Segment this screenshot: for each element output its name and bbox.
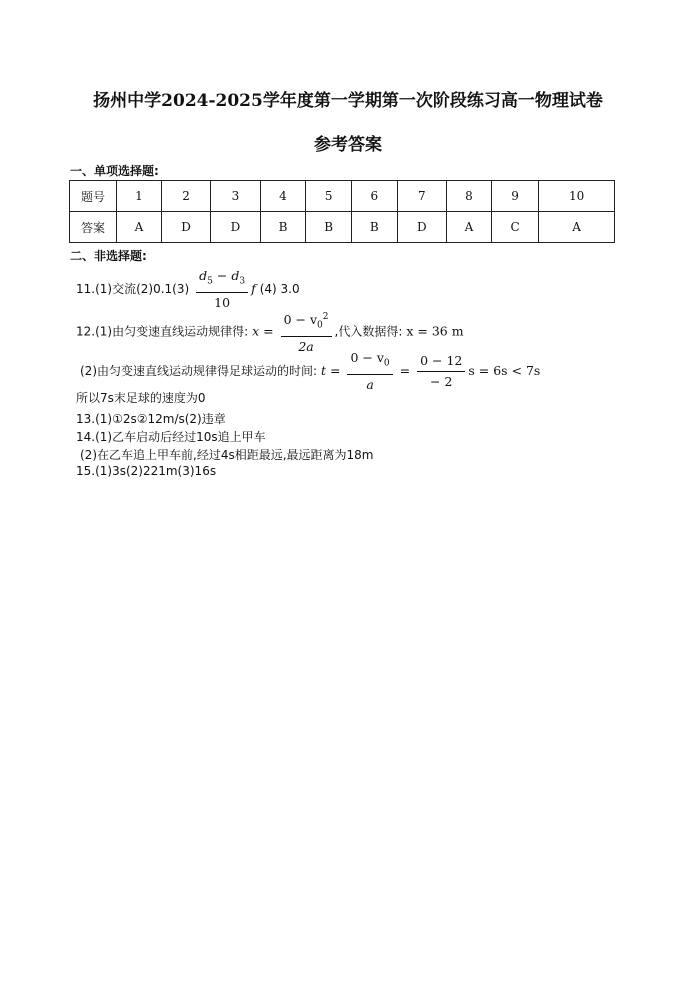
- answer-table: [69, 180, 615, 243]
- q11-var-f: f: [251, 280, 256, 296]
- table-cell: 3: [211, 181, 260, 212]
- table-header-cell: 题号: [70, 181, 117, 212]
- table-cell: D: [211, 212, 260, 243]
- q12-num-text: 0 − v: [283, 312, 318, 328]
- table-cell: 5: [306, 181, 352, 212]
- q12-part2-equals2: =: [395, 362, 415, 378]
- answer-q14-part2: (2)在乙车追上甲车前,经过4s相距最远,最远距离为18m: [80, 448, 374, 462]
- table-cell: 4: [260, 181, 306, 212]
- table-cell: 7: [397, 181, 446, 212]
- q11-fraction: [196, 268, 248, 311]
- q11-sub-3: 3: [239, 276, 246, 287]
- q12-part2-prefix: (2)由匀变速直线运动规律得足球运动的时间:: [80, 363, 318, 378]
- q12-part1-result: x = 36 m: [406, 323, 464, 339]
- q12-fraction-numerator: [281, 309, 332, 337]
- table-cell: C: [491, 212, 538, 243]
- table-cell: 1: [117, 181, 162, 212]
- answer-q14-part1: 14.(1)乙车启动后经过10s追上甲车: [76, 430, 266, 444]
- q11-sub-5: 5: [207, 276, 213, 287]
- q11-fraction-numerator: [196, 268, 248, 293]
- table-cell: A: [446, 212, 491, 243]
- q12-fraction-denominator: 2a: [298, 338, 314, 354]
- table-cell: 2: [161, 181, 210, 212]
- q12-part2-num1-sub: 0: [383, 358, 390, 369]
- q12-fraction: [281, 309, 332, 355]
- table-cell: 6: [351, 181, 397, 212]
- q12-part2-fraction2-denominator: − 2: [430, 373, 453, 389]
- q12-num-sub: 0: [317, 320, 323, 331]
- q11-var-d3: d: [231, 268, 240, 283]
- answer-q13: 13.(1)①2s②12m/s(2)违章: [76, 412, 226, 426]
- section-heading-multiple-choice: 一、单项选择题:: [70, 164, 159, 178]
- q12-part2-equals1: =: [326, 362, 345, 378]
- answer-q12-part1: [76, 309, 464, 355]
- table-row-answers: [70, 212, 615, 243]
- q12-part2-fraction1: [347, 350, 392, 393]
- q12-part2-result: s = 6s < 7s: [468, 362, 541, 378]
- q12-num-sup: 2: [322, 312, 329, 322]
- q12-equals: =: [259, 323, 278, 339]
- q12-var-t: t: [321, 362, 327, 378]
- answer-q11: [76, 268, 300, 311]
- table-cell: D: [397, 212, 446, 243]
- q12-part2-fraction2: [417, 353, 465, 390]
- q12-part1-mid: ,代入数据得:: [334, 324, 403, 339]
- table-header-cell: 答案: [70, 212, 117, 243]
- table-cell: D: [161, 212, 210, 243]
- table-row-numbers: [70, 181, 615, 212]
- q12-part1-prefix: 12.(1)由匀变速直线运动规律得:: [76, 324, 249, 339]
- document-title: 扬州中学2024-2025学年度第一学期第一次阶段练习高一物理试卷: [93, 91, 603, 111]
- q11-suffix: (4) 3.0: [259, 281, 300, 296]
- table-cell: A: [117, 212, 162, 243]
- table-cell: B: [351, 212, 397, 243]
- q12-part2-fraction1-denominator: a: [366, 376, 374, 392]
- answer-q15: 15.(1)3s(2)221m(3)16s: [76, 464, 217, 478]
- q12-part2-fraction1-numerator: [347, 350, 392, 375]
- q11-var-d5: d: [199, 268, 208, 283]
- table-cell: 10: [539, 181, 615, 212]
- document-subtitle: 参考答案: [314, 135, 382, 155]
- table-cell: B: [306, 212, 352, 243]
- answer-q12-part3: 所以7s末足球的速度为0: [76, 391, 206, 405]
- q12-part2-num1-text: 0 − v: [350, 350, 384, 365]
- q11-prefix: 11.(1)交流(2)0.1(3): [76, 281, 190, 296]
- q12-var-x: x: [252, 323, 260, 339]
- q12-part2-fraction2-numerator: 0 − 12: [417, 353, 465, 372]
- q11-minus: −: [212, 268, 232, 283]
- answer-q12-part2: [80, 350, 540, 393]
- table-cell: B: [260, 212, 306, 243]
- table-cell: 9: [491, 181, 538, 212]
- table-cell: A: [539, 212, 615, 243]
- q11-fraction-denominator: 10: [214, 294, 231, 310]
- section-heading-free-response: 二、非选择题:: [70, 249, 147, 263]
- table-cell: 8: [446, 181, 491, 212]
